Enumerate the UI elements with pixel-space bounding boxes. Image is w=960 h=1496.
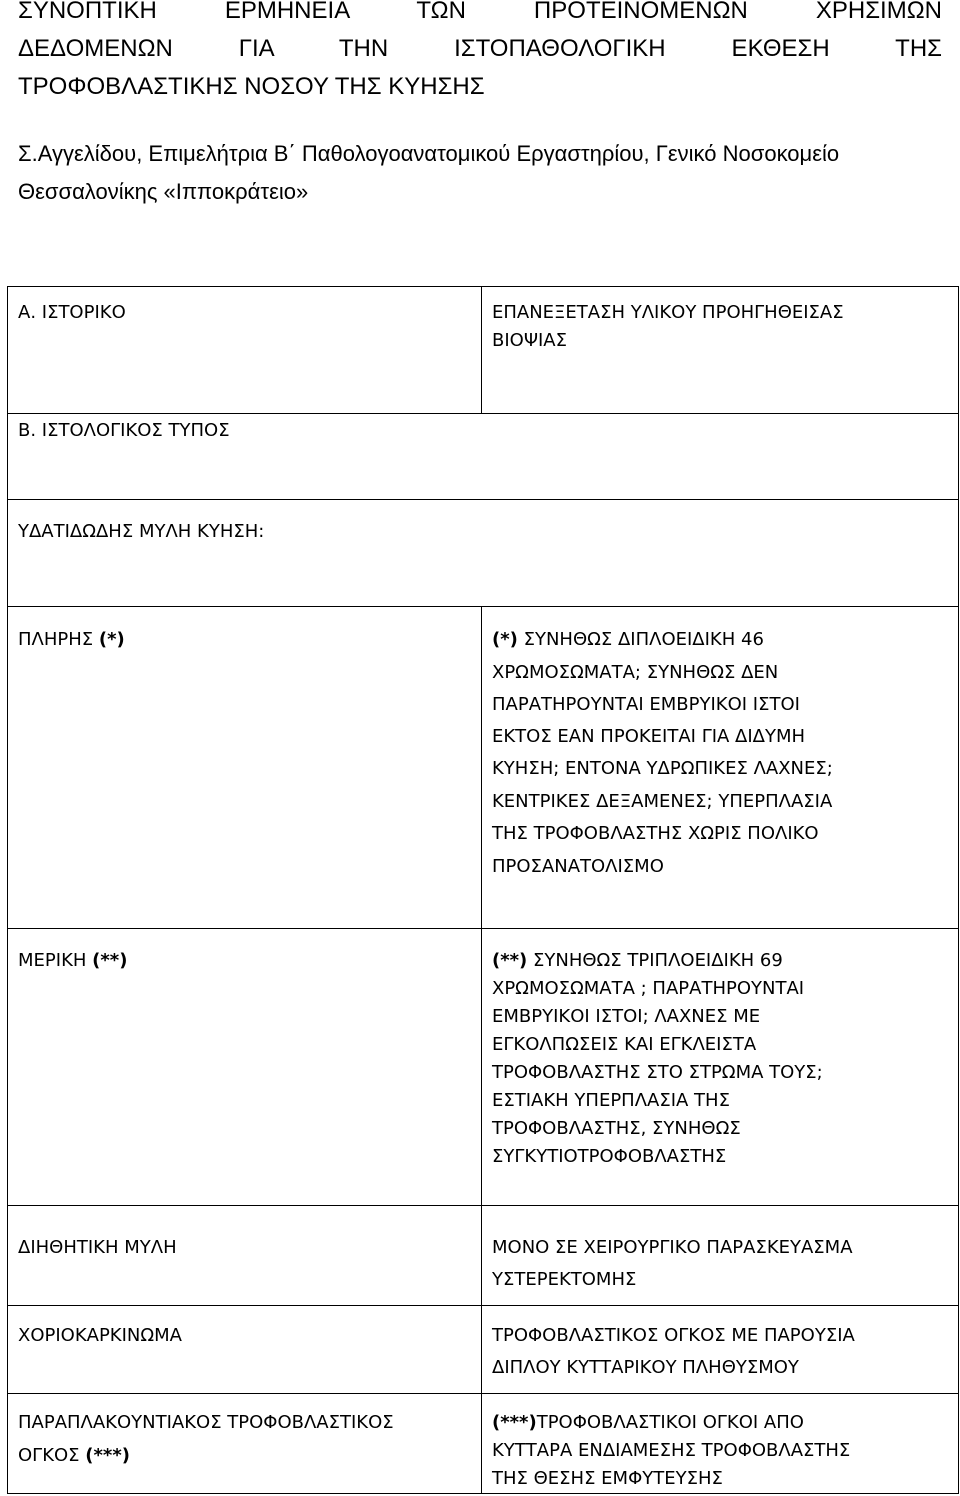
partial-desc-line: ΤΡΟΦΟΒΛΑΣΤΗΣ, ΣΥΝΗΘΩΣ: [492, 1118, 741, 1139]
partial-desc-line: ΤΡΟΦΟΒΛΑΣΤΗΣ ΣΤΟ ΣΤΡΩΜΑ ΤΟΥΣ;: [492, 1062, 823, 1083]
footnote-marker: (*): [98, 629, 125, 650]
partial-desc-line: ΧΡΩΜΟΣΩΜΑΤΑ ; ΠΑΡΑΤΗΡΟΥΝΤΑΙ: [492, 978, 805, 999]
row-divider: [7, 413, 959, 414]
history-desc-line: ΕΠΑΝΕΞΕΤΑΣΗ ΥΛΙΚΟΥ ΠΡΟΗΓΗΘΕΙΣΑΣ: [492, 302, 844, 323]
footnote-marker: (*): [492, 629, 518, 650]
footnote-marker: (***): [492, 1412, 537, 1433]
title-line-3: ΤΡΟΦΟΒΛΑΣΤΙΚΗΣ ΝΟΣΟΥ ΤΗΣ ΚΥΗΣΗΣ: [18, 73, 485, 100]
choriocarcinoma-desc-line: ΔΙΠΛΟΥ ΚΥΤΤΑΡΙΚΟΥ ΠΛΗΘΥΣΜΟΥ: [492, 1357, 799, 1378]
invasive-mole-label: ΔΙΗΘΗΤΙΚΗ ΜΥΛΗ: [18, 1237, 177, 1258]
row-divider: [7, 1205, 959, 1206]
column-divider: [481, 286, 482, 413]
histological-type-label: Β. ΙΣΤΟΛΟΓΙΚΟΣ ΤΥΠΟΣ: [18, 420, 230, 441]
footnote-marker: (**): [492, 950, 528, 971]
placental-desc-line: ΚΥΤΤΑΡΑ ΕΝΔΙΑΜΕΣΗΣ ΤΡΟΦΟΒΛΑΣΤΗΣ: [492, 1440, 851, 1461]
title-line-1: ΣΥΝΟΠΤΙΚΗ ΕΡΜΗΝΕΙΑ ΤΩΝ ΠΡΟΤΕΙΝΟΜΕΝΩΝ ΧΡΗΣΙΜΩΝ: [18, 0, 942, 24]
partial-desc-line: (**) ΣΥΝΗΘΩΣ ΤΡΙΠΛΟΕΙΔΙΚΗ 69: [492, 950, 783, 971]
history-desc-line: ΒΙΟΨΙΑΣ: [492, 330, 567, 351]
placental-label-line: ΟΓΚΟΣ (***): [18, 1445, 130, 1466]
partial-desc-line: ΕΓΚΟΛΠΩΣΕΙΣ ΚΑΙ ΕΓΚΛΕΙΣΤΑ: [492, 1034, 757, 1055]
complete-desc-line: ΤΗΣ ΤΡΟΦΟΒΛΑΣΤΗΣ ΧΩΡΙΣ ΠΟΛΙΚΟ: [492, 823, 819, 844]
choriocarcinoma-label: ΧΟΡΙΟΚΑΡΚΙΝΩΜΑ: [18, 1325, 182, 1346]
invasive-desc-line: ΜΟΝΟ ΣΕ ΧΕΙΡΟΥΡΓΙΚΟ ΠΑΡΑΣΚΕΥΑΣΜΑ: [492, 1237, 853, 1258]
complete-desc-line: ΚΕΝΤΡΙΚΕΣ ΔΕΞΑΜΕΝΕΣ; ΥΠΕΡΠΛΑΣΙΑ: [492, 791, 833, 812]
choriocarcinoma-desc-line: ΤΡΟΦΟΒΛΑΣΤΙΚΟΣ ΟΓΚΟΣ ΜΕ ΠΑΡΟΥΣΙΑ: [492, 1325, 855, 1346]
row-divider: [7, 606, 959, 607]
partial-desc-line: ΕΣΤΙΑΚΗ ΥΠΕΡΠΛΑΣΙΑ ΤΗΣ: [492, 1090, 730, 1111]
column-divider: [481, 606, 482, 1494]
placental-desc-line: (***)ΤΡΟΦΟΒΛΑΣΤΙΚΟΙ ΟΓΚΟΙ ΑΠΟ: [492, 1412, 804, 1433]
partial-mole-label: ΜΕΡΙΚΗ (**): [18, 950, 128, 971]
hydatidiform-mole-label: ΥΔΑΤΙΔΩΔΗΣ ΜΥΛΗ ΚΥΗΣΗ:: [18, 521, 265, 542]
invasive-desc-line: ΥΣΤΕΡΕΚΤΟΜΗΣ: [492, 1269, 637, 1290]
complete-desc-line: (*) ΣΥΝΗΘΩΣ ΔΙΠΛΟΕΙΔΙΚΗ 46: [492, 629, 764, 650]
partial-desc-line: ΣΥΓΚΥΤΙΟΤΡΟΦΟΒΛΑΣΤΗΣ: [492, 1146, 727, 1167]
placental-label-line: ΠΑΡΑΠΛΑΚΟΥΝΤΙΑΚΟΣ ΤΡΟΦΟΒΛΑΣΤΙΚΟΣ: [18, 1412, 394, 1433]
histology-table: [7, 286, 959, 1494]
author-line-1: Σ.Αγγελίδου, Επιμελήτρια Β΄ Παθολογοανατομικού Εργαστηρίου, Γενικό Νοσοκομείο: [18, 141, 840, 166]
author-line-2: Θεσσαλονίκης «Ιπποκράτειο»: [18, 179, 309, 204]
partial-desc-line: ΕΜΒΡΥΙΚΟΙ ΙΣΤΟΙ; ΛΑΧΝΕΣ ΜΕ: [492, 1006, 761, 1027]
title-line-2: ΔΕΔΟΜΕΝΩΝ ΓΙΑ ΤΗΝ ΙΣΤΟΠΑΘΟΛΟΓΙΚΗ ΕΚΘΕΣΗ ΤΗΣ: [18, 35, 942, 62]
placental-desc-line: ΤΗΣ ΘΕΣΗΣ ΕΜΦΥΤΕΥΣΗΣ: [492, 1468, 723, 1489]
row-divider: [7, 1393, 959, 1394]
row-divider: [7, 1305, 959, 1306]
row-divider: [7, 499, 959, 500]
row-divider: [7, 928, 959, 929]
complete-desc-line: ΠΡΟΣΑΝΑΤΟΛΙΣΜΟ: [492, 856, 664, 877]
footnote-marker: (***): [85, 1445, 130, 1466]
complete-desc-line: ΚΥΗΣΗ; ΕΝΤΟΝΑ ΥΔΡΩΠΙΚΕΣ ΛΑΧΝΕΣ;: [492, 758, 833, 779]
complete-desc-line: ΧΡΩΜΟΣΩΜΑΤΑ; ΣΥΝΗΘΩΣ ΔΕΝ: [492, 662, 779, 683]
history-label: Α. ΙΣΤΟΡΙΚΟ: [18, 302, 126, 323]
complete-desc-line: ΠΑΡΑΤΗΡΟΥΝΤΑΙ ΕΜΒΡΥΙΚΟΙ ΙΣΤΟΙ: [492, 694, 800, 715]
complete-desc-line: ΕΚΤΟΣ ΕΑΝ ΠΡΟΚΕΙΤΑΙ ΓΙΑ ΔΙΔΥΜΗ: [492, 726, 806, 747]
complete-mole-label: ΠΛΗΡΗΣ (*): [18, 629, 125, 650]
footnote-marker: (**): [92, 950, 128, 971]
